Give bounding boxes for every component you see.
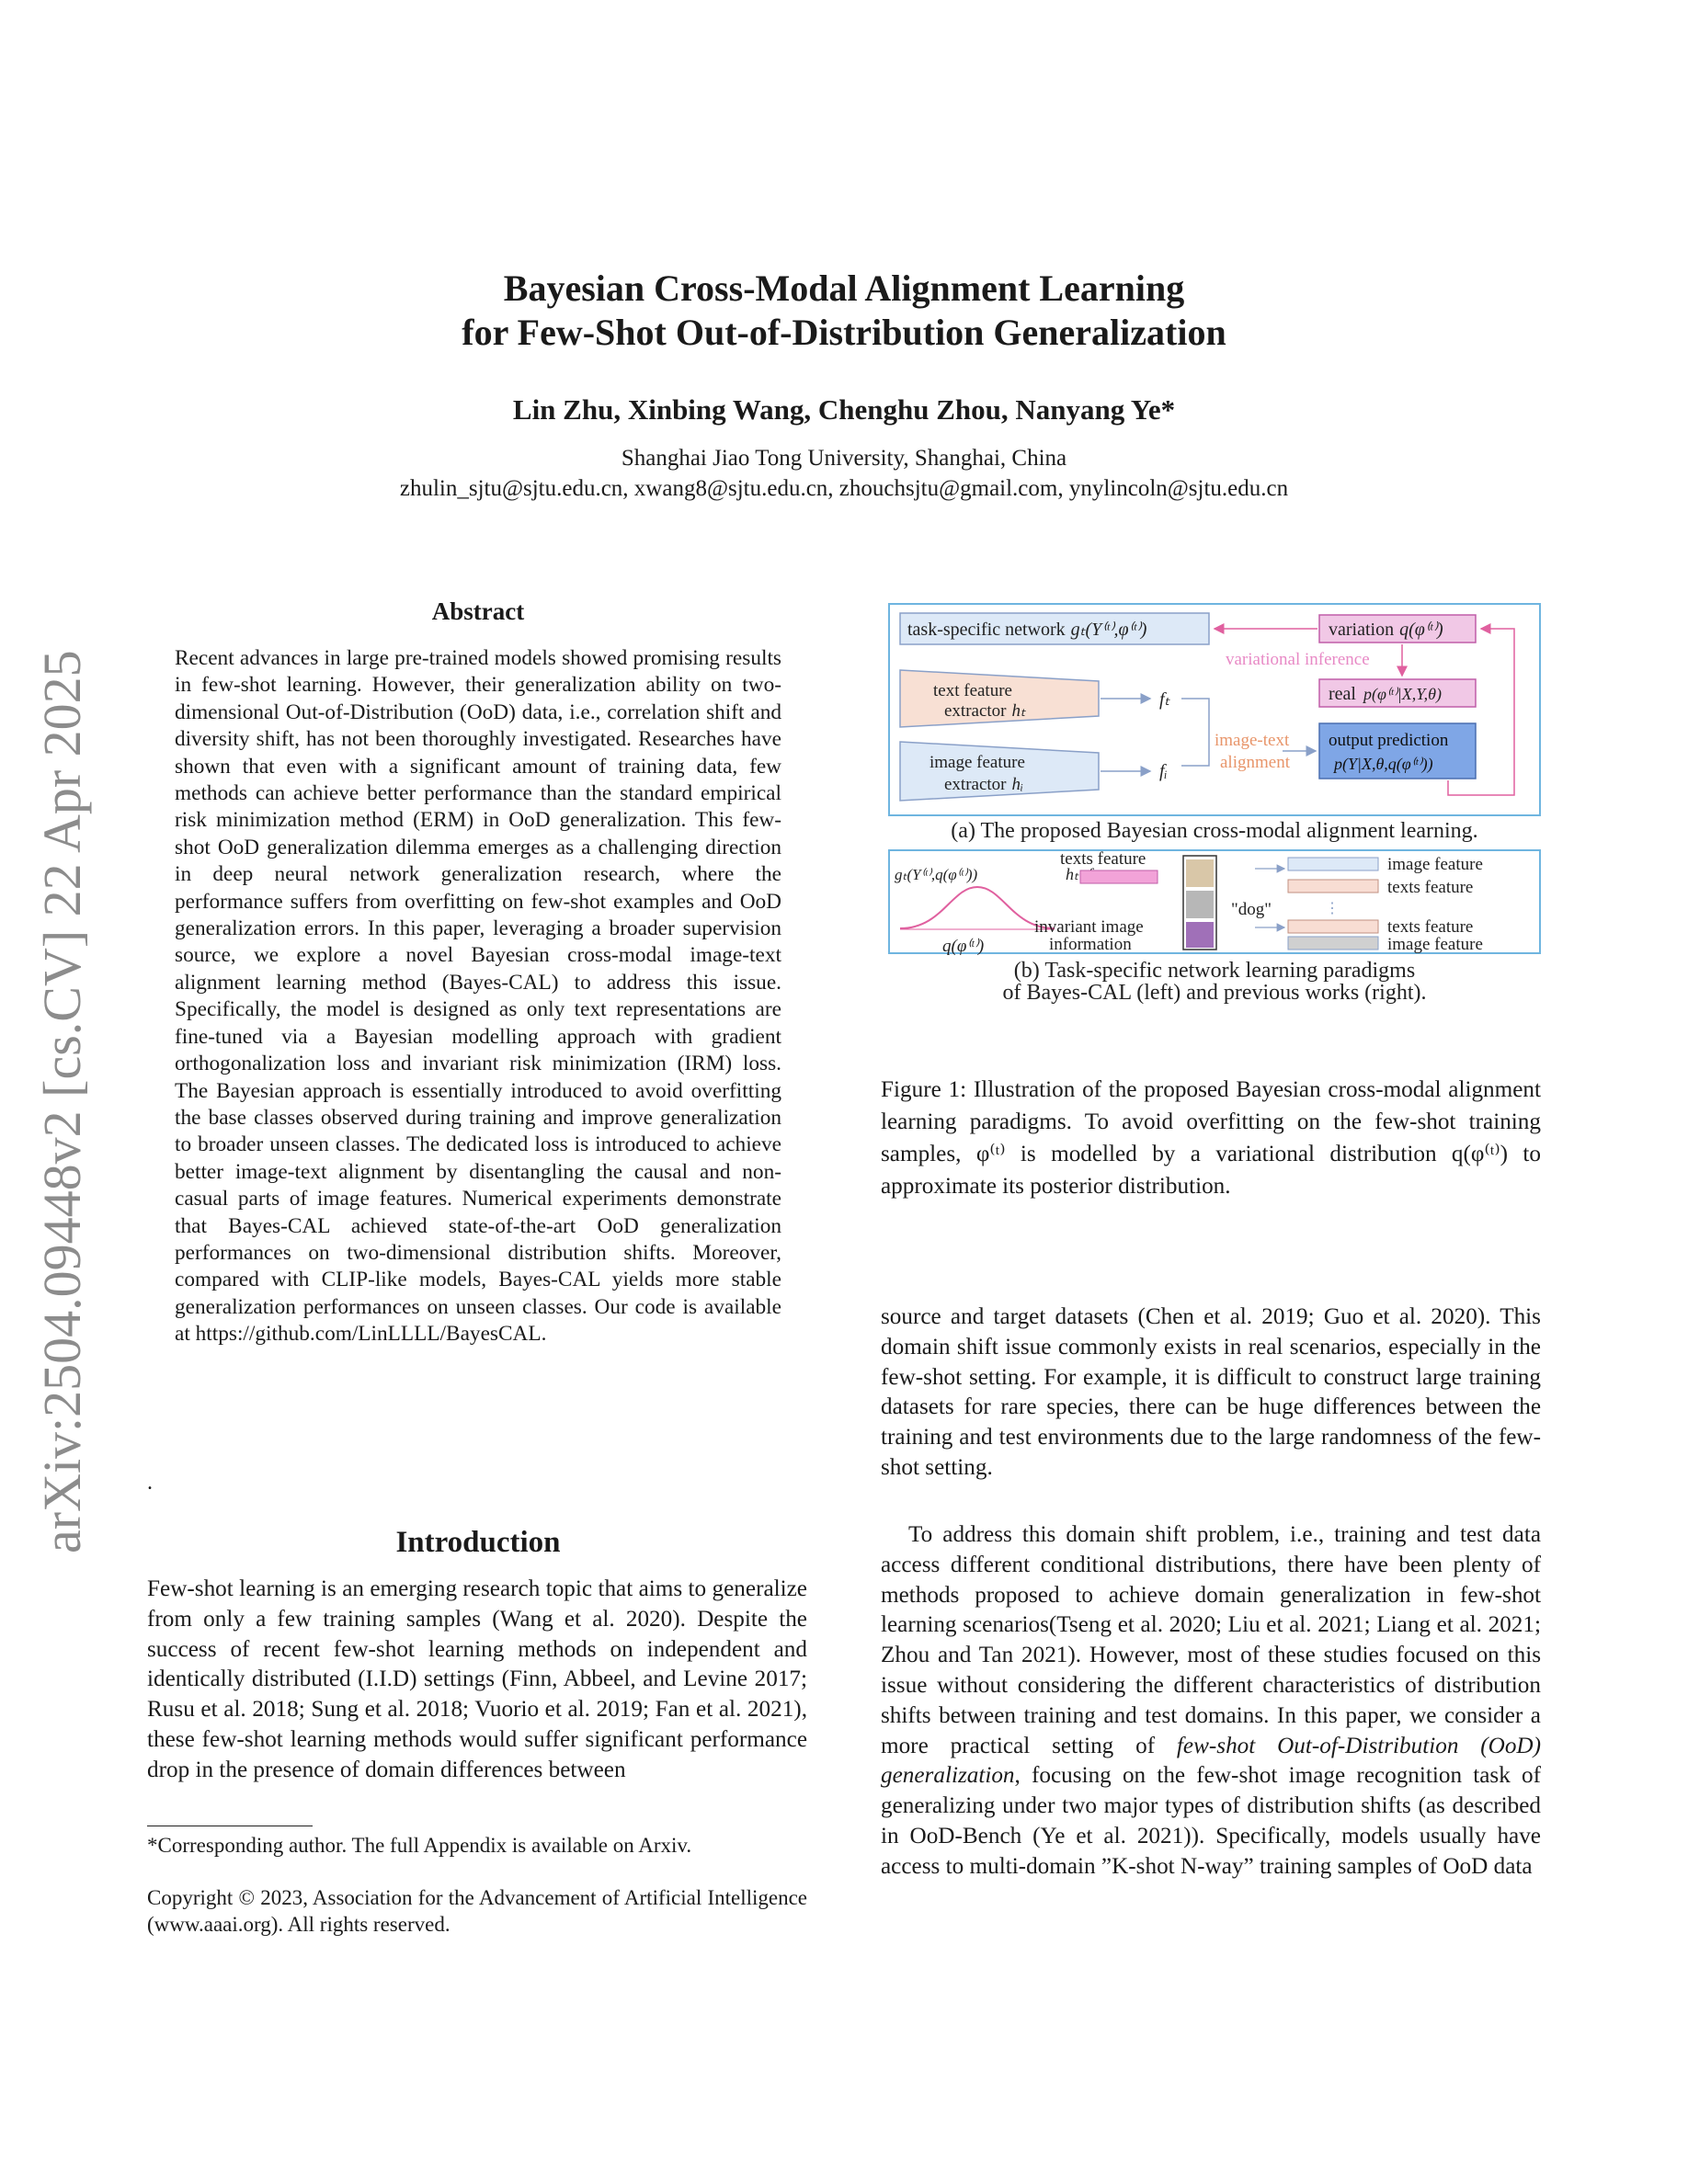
text-extractor-math: hₜ xyxy=(1011,701,1026,721)
text-extractor-line2: extractor xyxy=(944,701,1007,721)
svg-text:extractorhᵢ xyxy=(944,775,1023,794)
panel-b-caption-2: of Bayes-CAL (left) and previous works (right). xyxy=(1002,981,1427,1005)
trailing-dot: . xyxy=(147,1471,153,1495)
text-extractor-line1: text feature xyxy=(933,681,1012,700)
alignment-bracket xyxy=(1181,699,1209,766)
dog-art-icon xyxy=(1186,922,1214,948)
image-extractor-math: hᵢ xyxy=(1011,775,1024,794)
ellipsis-marker: ⋮ xyxy=(1325,901,1340,916)
figure-1-caption xyxy=(881,1074,1541,1202)
para2-emphasis: few-shot Out-of-Distribution (OoD) generalization xyxy=(881,1733,1541,1789)
texts-feature-bar-2 xyxy=(1288,920,1378,933)
svg-text:realp(φ⁽ᵗ⁾|X,Y,θ) xyxy=(1329,684,1442,704)
image-feature-bar-1 xyxy=(1288,858,1378,870)
image-feature-label-2: image feature xyxy=(1387,935,1483,954)
abstract-text: Recent advances in large pre-trained models showed promising results in few-shot learning. However, their generalization ability on two-dimensional Out-of-Distribution (OoD) data, i.e., correlation shift and diversity shift, has not been thoroughly investigated. Researches have shown that even with a significant amount of training data, few methods can achieve better performance than the standard empirical risk minimization method (ERM) in OoD generalization. This few-shot OoD generalization dilemma emerges as a challenging direction in deep neural network generalization research, where the performance suffers from overfitting on few-shot examples and OoD generalization errors. In this paper, leveraging a broader supervision source, we explore a novel Bayesian cross-modal image-text alignment learning method (Bayes-CAL) to address this issue. Specifically, the model is designed as only text representations are fine-tuned via a Bayesian modelling approach with gradient orthogonalization loss and invariant risk minimization (IRM) loss. The Bayesian approach is essentially introduced to avoid overfitting the base classes observed during training and improve generalization to broader unseen classes. The dedicated loss is introduced to achieve better image-text alignment by disentangling the causal and non-casual parts of image features. Numerical experiments demonstrate that Bayes-CAL achieved state-of-the-art OoD generalization performances on two-dimensional distribution shifts. Moreover, compared with CLIP-like models, Bayes-CAL yields more stable generalization performances on unseen classes. Our code is available at https://github.com/LinLLLL/BayesCAL. xyxy=(175,646,781,1347)
alignment-line1: image-text xyxy=(1215,731,1290,750)
variational-inference-label: variational inference xyxy=(1226,650,1370,669)
texts-feature-label-left: texts feature xyxy=(1060,849,1146,869)
output-math: p(Y|X,θ,q(φ⁽ᵗ⁾)) xyxy=(1334,755,1433,773)
emails: zhulin_sjtu@sjtu.edu.cn, xwang8@sjtu.edu.cn, zhouchsjtu@gmail.com, ynylincoln@sjtu.edu.cn xyxy=(399,476,1289,501)
real-math: p(φ⁽ᵗ⁾|X,Y,θ) xyxy=(1363,685,1442,703)
task-network-label: task-specific network xyxy=(907,620,1066,640)
image-extractor-line2: extractor xyxy=(944,775,1007,794)
title-line-2: for Few-Shot Out-of-Distribution Generalization xyxy=(462,312,1226,353)
alignment-line2: alignment xyxy=(1220,753,1290,772)
texts-feature-label-1: texts feature xyxy=(1387,878,1474,897)
affiliation-block xyxy=(0,443,1688,504)
f-t-label: fₜ xyxy=(1159,689,1170,710)
right-paragraph-2 xyxy=(881,1520,1541,1883)
right-paragraph-1: source and target datasets (Chen et al. 2019; Guo et al. 2020). This domain shift issue commonly exists in real scenarios, especially in the few-shot setting. For example, it is difficult to construct large training datasets for rare species, there can be huge differences between the training and test environments due to the large randomness of the few-shot setting. xyxy=(881,1304,1541,1480)
arxiv-sidebar: arXiv:2504.09448v2 [cs.CV] 22 Apr 2025 xyxy=(32,650,92,1553)
output-label: output prediction xyxy=(1329,731,1449,750)
dog-label: "dog" xyxy=(1231,900,1272,919)
copyright-notice: Copyright © 2023, Association for the Advancement of Artificial Intelligence (www.aaai.org). All rights reserved. xyxy=(147,1886,807,1936)
panel-b xyxy=(889,849,1540,956)
texts-feature-bar-1 xyxy=(1288,880,1378,893)
panel-a-caption: (a) The proposed Bayesian cross-modal alignment learning. xyxy=(951,819,1478,843)
distribution-curve xyxy=(900,887,1055,928)
image-feature-bar-2 xyxy=(1288,937,1378,950)
abstract-heading: Abstract xyxy=(431,597,525,625)
dog-sketch-icon xyxy=(1186,891,1214,918)
g-expression: gₜ(Y⁽ᵗ⁾,q(φ⁽ᵗ⁾)) xyxy=(895,866,978,883)
title-line-1: Bayesian Cross-Modal Alignment Learning xyxy=(503,267,1185,309)
introduction-heading: Introduction xyxy=(395,1526,561,1559)
svg-text:extractorhₜ xyxy=(944,701,1026,721)
image-extractor-line1: image feature xyxy=(930,753,1025,772)
dog-photo-icon xyxy=(1186,859,1214,887)
caption-text: Illustration of the proposed Bayesian cross-modal alignment learning paradigms. To avoid overfitting on the few-shot training samples, φ⁽ᵗ⁾ is modelled by a variational distribution q(φ⁽ᵗ⁾) to approximate its posterior distribution. xyxy=(881,1077,1541,1199)
caption-label: Figure 1: xyxy=(881,1077,967,1102)
texts-feature-bar-left xyxy=(1080,870,1158,883)
panel-a xyxy=(889,604,1540,815)
footnote: *Corresponding author. The full Appendix is available on Arxiv. xyxy=(147,1834,692,1857)
svg-text:variationq(φ⁽ᵗ⁾) xyxy=(1329,620,1443,640)
paper-title xyxy=(0,267,1688,355)
invariant-line1: invariant image xyxy=(1034,917,1144,937)
h-t-label: hₜ xyxy=(1066,865,1079,883)
invariant-line2: information xyxy=(1049,935,1132,954)
authors: Lin Zhu, Xinbing Wang, Chenghu Zhou, Nanyang Ye* xyxy=(512,393,1176,426)
svg-text:task-specific networkgₜ(Y⁽ᵗ⁾,φ xyxy=(907,620,1147,640)
real-label: real xyxy=(1329,684,1356,704)
panel-b-caption-1: (b) Task-specific network learning paradigms xyxy=(1013,959,1416,983)
figure-1 xyxy=(887,602,1542,1062)
affiliation: Shanghai Jiao Tong University, Shanghai, China xyxy=(621,446,1067,471)
para2-part-a: To address this domain shift problem, i.e., training and test data access different conditional distributions, there have been plenty of methods proposed to achieve domain generalization in few-shot learning scenarios(Tseng et al. 2020; Liu et al. 2021; Liang et al. 2021; Zhou and Tan 2021). However, most of these studies focused on this issue without considering the different characteristics of distribution shifts between training and test domains. In this paper, we consider a more practical setting of xyxy=(881,1522,1541,1758)
para2-part-b: , focusing on the few-shot image recognition task of generalizing under two major types of distribution shifts (as described in OoD-Bench (Ye et al. 2021)). Specifically, models usually have access to multi-domain ”K-shot N-way” training samples of OoD data xyxy=(881,1763,1541,1879)
image-feature-label-1: image feature xyxy=(1387,855,1483,874)
variation-math: q(φ⁽ᵗ⁾) xyxy=(1399,620,1443,640)
task-network-math: gₜ(Y⁽ᵗ⁾,φ⁽ᵗ⁾) xyxy=(1070,620,1147,640)
introduction-text: Few-shot learning is an emerging research topic that aims to generalize from only a few training samples (Wang et al. 2020). Despite the success of recent few-shot learning methods on independent and identically distributed (I.I.D) settings (Finn, Abbeel, and Levine 2017; Rusu et al. 2018; Sung et al. 2018; Vuorio et al. 2019; Fan et al. 2021), these few-shot learning methods would suffer significant performance drop in the presence of domain differences between xyxy=(147,1576,807,1782)
f-i-label: fᵢ xyxy=(1159,761,1168,781)
texts-feature-label-2: texts feature xyxy=(1387,917,1474,937)
variation-label: variation xyxy=(1329,620,1395,640)
q-phi-label: q(φ⁽ᵗ⁾) xyxy=(942,937,985,956)
